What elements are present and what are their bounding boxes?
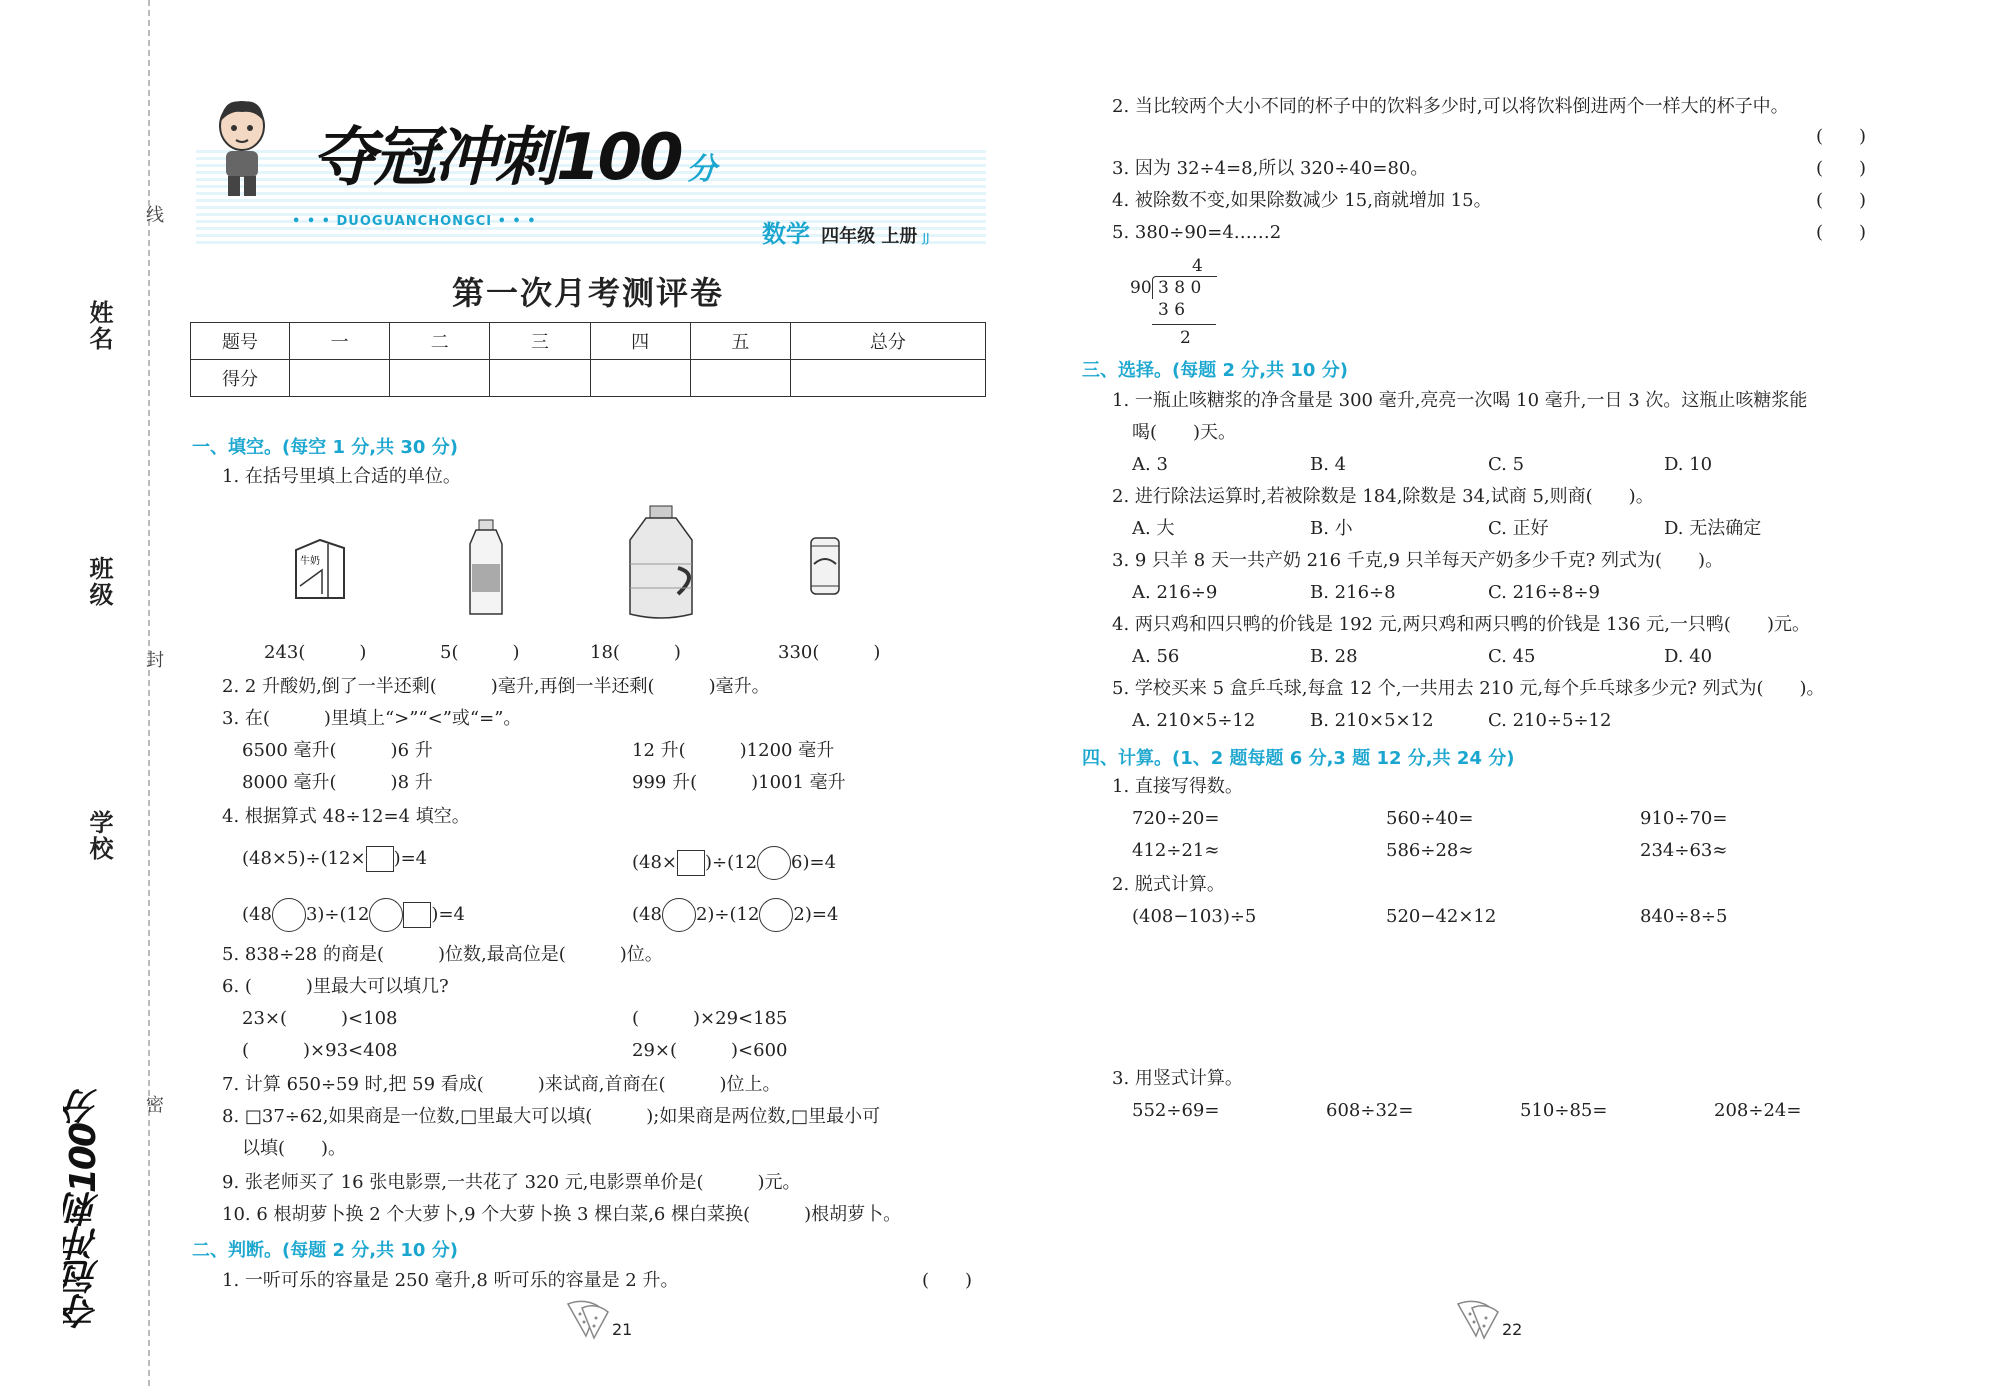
question-4: 4. 根据算式 48÷12=4 填空。 [222,806,470,827]
brand-pinyin: • • • DUOGUANCHONGCI • • • [292,214,537,229]
vertical-calc[interactable]: 208÷24= [1714,1100,1802,1121]
option[interactable]: D. 10 [1664,454,1713,475]
score-input[interactable] [590,360,690,397]
unit-blank-1[interactable]: 243( ) [264,642,367,663]
option[interactable]: A. 210×5÷12 [1132,710,1256,731]
ld-product: 3 6 [1158,300,1186,320]
judge-4: 4. 被除数不变,如果除数减少 15,商就增加 15。 [1112,190,1492,211]
compare-1[interactable]: 6500 毫升( )6 升 [242,740,433,761]
score-cell: 二 [390,323,490,360]
question-6: 6. ( )里最大可以填几? [222,976,449,997]
strawberry-icon [564,1298,610,1340]
calc-2: 2. 脱式计算。 [1112,874,1225,895]
equation-2 [632,846,836,880]
score-input[interactable] [290,360,390,397]
soda-can-icon [808,534,842,598]
oral-calc[interactable]: 560÷40= [1386,808,1474,829]
class-label: 班级 [85,556,113,608]
edition-label: JJ [922,231,930,245]
choice-1-cont: 喝( )天。 [1132,422,1237,443]
score-cell: 四 [590,323,690,360]
binding-mark-secret: 密 [143,1095,164,1113]
page-number-left: 21 [612,1320,633,1339]
oral-calc[interactable]: 234÷63≈ [1640,840,1728,861]
brand-text: 夺冠冲刺100 [312,121,681,195]
score-input[interactable] [490,360,590,397]
oral-calc[interactable]: 720÷20= [1132,808,1220,829]
circle-blank[interactable] [369,898,403,932]
calc-3: 3. 用竖式计算。 [1112,1068,1243,1089]
judge-5: 5. 380÷90=4……2 [1112,222,1282,243]
equation-3 [242,898,465,932]
eq-text: )=4 [393,848,428,869]
equation-4 [632,898,838,932]
compare-3[interactable]: 8000 毫升( )8 升 [242,772,433,793]
exam-title: 第一次月考测评卷 [451,274,724,312]
question-8-cont: 以填( )。 [242,1138,347,1159]
name-label: 姓名 [85,300,113,352]
choice-1: 1. 一瓶止咳糖浆的净含量是 300 毫升,亮亮一次喝 10 毫升,一日 3 次。这瓶止咳糖浆能 [1112,390,1808,411]
score-header-row [191,323,986,360]
ld-remainder: 2 [1180,328,1191,348]
square-blank[interactable] [403,902,431,928]
vertical-calc[interactable]: 608÷32= [1326,1100,1414,1121]
vertical-calc[interactable]: 552÷69= [1132,1100,1220,1121]
ineq-4[interactable]: 29×( )<600 [632,1040,788,1061]
judge-2: 2. 当比较两个大小不同的杯子中的饮料多少时,可以将饮料倒进两个一样大的杯子中。 [1112,96,1789,117]
milk-label: 牛奶 [300,556,320,567]
eq-text: 6)=4 [791,852,837,873]
square-blank[interactable] [366,846,394,872]
eq-text: 2)÷(12 [695,904,760,925]
eq-text: (48×5)÷(12× [242,848,366,869]
unit-blank-4[interactable]: 330( ) [778,642,881,663]
judge-3-answer[interactable]: ( ) [1816,158,1867,179]
option[interactable]: B. 小 [1310,518,1353,539]
step-calc[interactable]: 840÷8÷5 [1640,906,1728,927]
grade-label: 四年级 上册 [821,226,918,247]
option[interactable]: A. 3 [1132,454,1168,475]
ineq-3[interactable]: ( )×93<408 [242,1040,398,1061]
section-fill-blank: 一、填空。(每空 1 分,共 30 分) [192,437,458,458]
score-input[interactable] [690,360,790,397]
option[interactable]: B. 4 [1310,454,1347,475]
milk-carton-icon [292,536,348,602]
option[interactable]: A. 216÷9 [1132,582,1218,603]
option[interactable]: C. 210÷5÷12 [1488,710,1612,731]
option[interactable]: C. 216÷8÷9 [1488,582,1600,603]
vertical-calc[interactable]: 510÷85= [1520,1100,1608,1121]
option[interactable]: D. 无法确定 [1664,518,1762,539]
compare-4[interactable]: 999 升( )1001 毫升 [632,772,846,793]
judge-3: 3. 因为 32÷4=8,所以 320÷40=80。 [1112,158,1429,179]
calc-1: 1. 直接写得数。 [1112,776,1243,797]
circle-blank[interactable] [272,898,306,932]
score-input[interactable] [790,360,985,397]
binding-mark-line: 线 [143,205,164,223]
option[interactable]: A. 56 [1132,646,1180,667]
oral-calc[interactable]: 412÷21≈ [1132,840,1220,861]
eq-text: )÷(12 [705,852,758,873]
ineq-1[interactable]: 23×( )<108 [242,1008,398,1029]
long-division [1130,256,1230,356]
section-judge: 二、判断。(每题 2 分,共 10 分) [192,1240,458,1261]
question-1: 1. 在括号里填上合适的单位。 [222,466,461,487]
circle-blank[interactable] [662,898,696,932]
oral-calc[interactable]: 910÷70= [1640,808,1728,829]
choice-4: 4. 两只鸡和四只鸭的价钱是 192 元,两只鸡和两只鸭的价钱是 136 元,一只鸭( )元。 [1112,614,1810,635]
ld-quotient: 4 [1192,256,1203,276]
water-bottle-icon [462,518,510,618]
step-calc[interactable]: (408−103)÷5 [1132,906,1257,927]
choice-5: 5. 学校买来 5 盒乒乓球,每盒 12 个,一共用去 210 元,每个乒乓球多少元? 列式为( )。 [1112,678,1825,699]
unit-blank-3[interactable]: 18( ) [590,642,681,663]
option[interactable]: B. 216÷8 [1310,582,1396,603]
step-calc[interactable]: 520−42×12 [1386,906,1497,927]
square-blank[interactable] [677,850,705,876]
score-cell: 一 [290,323,390,360]
ld-rule [1152,324,1216,325]
score-input[interactable] [390,360,490,397]
question-3: 3. 在( )里填上“>”“<”或“=”。 [222,708,522,729]
score-cell: 三 [490,323,590,360]
option[interactable]: C. 45 [1488,646,1536,667]
question-10: 10. 6 根胡萝卜换 2 个大萝卜,9 个大萝卜换 3 棵白菜,6 棵白菜换( )根胡萝卜。 [222,1204,902,1225]
option[interactable]: B. 210×5×12 [1310,710,1434,731]
side-logo: 夺冠冲刺100分 [63,1090,104,1330]
eq-text: (48× [632,852,678,873]
compare-2[interactable]: 12 升( )1200 毫升 [632,740,835,761]
judge-4-answer[interactable]: ( ) [1816,190,1867,211]
water-jug-icon [620,504,702,622]
boy-mascot-icon [212,96,272,202]
equation-1 [242,846,427,872]
question-2: 2. 2 升酸奶,倒了一半还剩( )毫升,再倒一半还剩( )毫升。 [222,676,770,697]
question-8: 8. □37÷62,如果商是一位数,□里最大可以填( );如果商是两位数,□里最小可 [222,1106,881,1127]
choice-3: 3. 9 只羊 8 天一共产奶 216 千克,9 只羊每天产奶多少千克? 列式为( )。 [1112,550,1724,571]
judge-1: 1. 一听可乐的容量是 250 毫升,8 听可乐的容量是 2 升。 [222,1270,679,1291]
unit-blank-2[interactable]: 5( ) [440,642,520,663]
ineq-2[interactable]: ( )×29<185 [632,1008,788,1029]
ld-divisor: 90 [1130,278,1152,298]
strawberry-icon [1454,1298,1500,1340]
question-7: 7. 计算 650÷59 时,把 59 看成( )来试商,首商在( )位上。 [222,1074,781,1095]
circle-blank[interactable] [759,898,793,932]
oral-calc[interactable]: 586÷28≈ [1386,840,1474,861]
judge-2-answer[interactable]: ( ) [1816,126,1867,147]
subject-line [762,214,930,249]
score-cell: 得分 [191,360,290,397]
eq-text: (48 [242,904,272,925]
brand-logo [312,118,714,210]
question-9: 9. 张老师买了 16 张电影票,一共花了 320 元,电影票单价是( )元。 [222,1172,801,1193]
school-label: 学校 [85,810,113,862]
binding-mark-seal: 封 [143,650,164,668]
eq-text: )=4 [431,904,465,925]
score-cell: 题号 [191,323,290,360]
section-choice: 三、选择。(每题 2 分,共 10 分) [1082,360,1348,381]
option[interactable]: A. 大 [1132,518,1175,539]
score-cell: 五 [690,323,790,360]
circle-blank[interactable] [757,846,791,880]
score-table [190,322,986,397]
score-value-row [191,360,986,397]
eq-text: 3)÷(12 [305,904,370,925]
score-cell: 总分 [790,323,985,360]
brand-suffix: 分 [686,152,714,187]
option[interactable]: D. 40 [1664,646,1713,667]
judge-5-answer[interactable]: ( ) [1816,222,1867,243]
question-5: 5. 838÷28 的商是( )位数,最高位是( )位。 [222,944,663,965]
eq-text: 2)=4 [793,904,839,925]
choice-2: 2. 进行除法运算时,若被除数是 184,除数是 34,试商 5,则商( )。 [1112,486,1654,507]
option[interactable]: C. 正好 [1488,518,1549,539]
section-calc: 四、计算。(1、2 题每题 6 分,3 题 12 分,共 24 分) [1082,748,1515,769]
subject-label: 数学 [762,220,810,248]
option[interactable]: B. 28 [1310,646,1358,667]
eq-text: (48 [632,904,662,925]
page-number-right: 22 [1502,1320,1523,1339]
ld-dividend: 3 8 0 [1158,278,1202,298]
judge-1-answer[interactable]: ( ) [922,1270,973,1291]
option[interactable]: C. 5 [1488,454,1525,475]
